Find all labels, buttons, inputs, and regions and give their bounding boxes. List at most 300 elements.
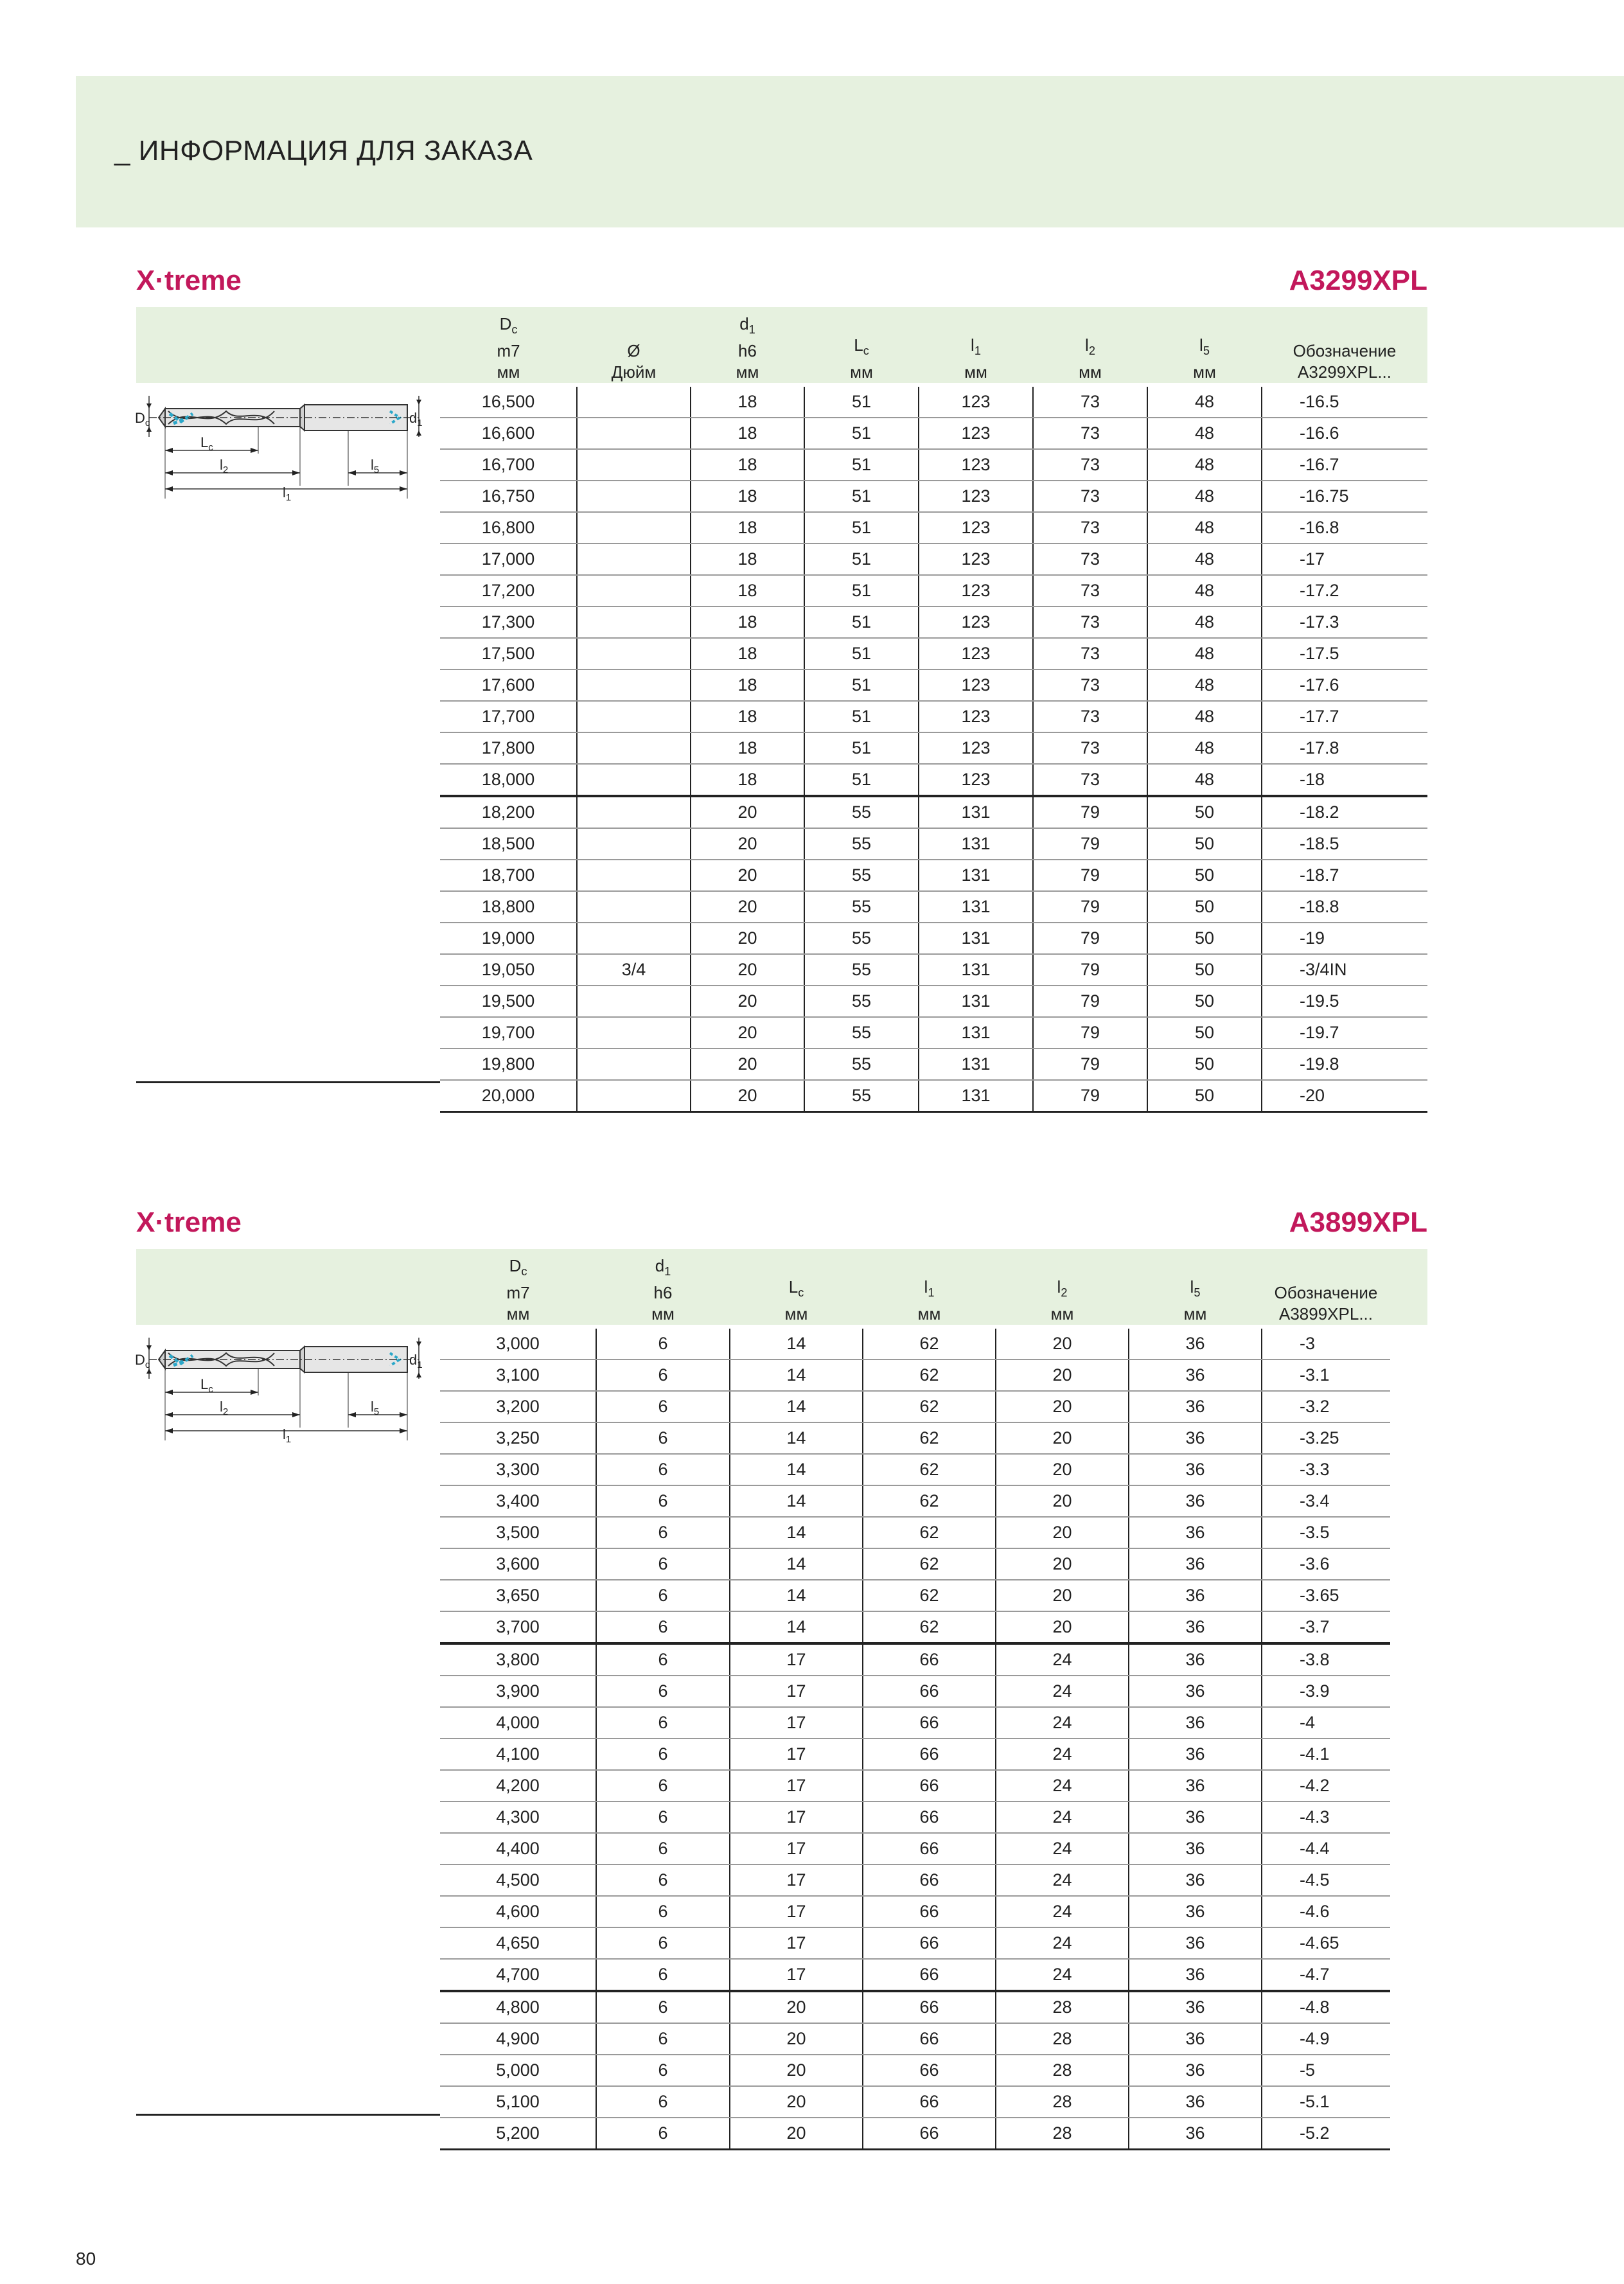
table-cell: 19,800 bbox=[440, 1049, 577, 1080]
column-header: Ø Дюйм bbox=[611, 341, 657, 382]
brand-title: X·treme bbox=[136, 1207, 242, 1238]
table-cell: 6 bbox=[596, 1611, 730, 1643]
table-cell: 48 bbox=[1147, 512, 1262, 544]
table-cell: 17,200 bbox=[440, 575, 577, 606]
table-cell: 66 bbox=[863, 1739, 996, 1770]
table-row bbox=[440, 986, 1427, 1017]
table-cell: 51 bbox=[804, 387, 919, 418]
column-header: $l_2$ мм bbox=[1079, 335, 1102, 382]
column-header: $L_c$ мм bbox=[850, 335, 873, 382]
table-row bbox=[440, 1707, 1390, 1739]
table-cell: 123 bbox=[919, 512, 1033, 544]
table-cell: 18,000 bbox=[440, 764, 577, 796]
table-cell: 17,800 bbox=[440, 732, 577, 764]
table-cell bbox=[577, 764, 691, 796]
table-cell: 48 bbox=[1147, 638, 1262, 669]
table-cell: 66 bbox=[863, 2023, 996, 2055]
table-cell: 28 bbox=[996, 2023, 1129, 2055]
table-cell: -18.5 bbox=[1262, 828, 1427, 860]
table-cell: -18.2 bbox=[1262, 796, 1427, 828]
table-row bbox=[440, 1580, 1390, 1611]
table-cell: 36 bbox=[1129, 1548, 1262, 1580]
table-cell: 36 bbox=[1129, 1359, 1262, 1391]
table-cell: 20 bbox=[691, 828, 804, 860]
table-cell: 24 bbox=[996, 1770, 1129, 1802]
table-row bbox=[440, 669, 1427, 701]
table-cell: 17,600 bbox=[440, 669, 577, 701]
table-cell: 50 bbox=[1147, 923, 1262, 954]
product-section-a3899xpl bbox=[135, 1207, 1427, 2143]
table-cell: 16,800 bbox=[440, 512, 577, 544]
table-cell: 3,800 bbox=[440, 1643, 596, 1676]
table-cell: 62 bbox=[863, 1329, 996, 1359]
table-cell: 48 bbox=[1147, 544, 1262, 575]
table-cell: 73 bbox=[1033, 638, 1147, 669]
table-cell: 18 bbox=[691, 512, 804, 544]
table-row bbox=[440, 638, 1427, 669]
table-cell: 66 bbox=[863, 1991, 996, 2023]
table-row bbox=[440, 481, 1427, 512]
table-cell: 17 bbox=[730, 1927, 863, 1959]
table-row bbox=[440, 923, 1427, 954]
table-cell: 51 bbox=[804, 669, 919, 701]
table-cell: 131 bbox=[919, 860, 1033, 891]
product-section-a3299xpl bbox=[135, 265, 1427, 1105]
table-cell: -5 bbox=[1262, 2055, 1390, 2086]
table-cell: -20 bbox=[1262, 1080, 1427, 1112]
table-cell bbox=[577, 860, 691, 891]
table-cell bbox=[577, 512, 691, 544]
table-cell: 73 bbox=[1033, 449, 1147, 481]
table-cell: -17.7 bbox=[1262, 701, 1427, 732]
table-cell: 55 bbox=[804, 986, 919, 1017]
table-cell: 24 bbox=[996, 1864, 1129, 1896]
table-cell: 16,600 bbox=[440, 418, 577, 449]
order-table bbox=[440, 307, 1427, 1113]
table-row bbox=[440, 1517, 1390, 1548]
table-cell: 131 bbox=[919, 891, 1033, 923]
table-cell: 14 bbox=[730, 1422, 863, 1454]
table-cell: 4,500 bbox=[440, 1864, 596, 1896]
table-cell: 20 bbox=[996, 1422, 1129, 1454]
table-row bbox=[440, 764, 1427, 796]
table-row bbox=[440, 1611, 1390, 1643]
column-header: $D_c$ m7 мм bbox=[506, 1255, 530, 1323]
table-cell: 51 bbox=[804, 638, 919, 669]
page-title: _ ИНФОРМАЦИЯ ДЛЯ ЗАКАЗА bbox=[114, 135, 533, 166]
table-cell: 50 bbox=[1147, 954, 1262, 986]
table-cell: -18.7 bbox=[1262, 860, 1427, 891]
table-cell: 36 bbox=[1129, 1802, 1262, 1833]
table-cell: 3,100 bbox=[440, 1359, 596, 1391]
table-cell: 36 bbox=[1129, 1927, 1262, 1959]
table-cell: -3.4 bbox=[1262, 1485, 1390, 1517]
table-cell: 73 bbox=[1033, 606, 1147, 638]
table-cell: 79 bbox=[1033, 1017, 1147, 1049]
table-cell: 36 bbox=[1129, 1422, 1262, 1454]
table-row bbox=[440, 891, 1427, 923]
table-cell: 51 bbox=[804, 764, 919, 796]
table-cell: 73 bbox=[1033, 387, 1147, 418]
table-cell: 24 bbox=[996, 1959, 1129, 1991]
table-row bbox=[440, 1927, 1390, 1959]
table-cell: 24 bbox=[996, 1833, 1129, 1864]
table-cell: -3/4IN bbox=[1262, 954, 1427, 986]
table-cell: 6 bbox=[596, 2023, 730, 2055]
table-cell: 62 bbox=[863, 1580, 996, 1611]
table-cell: 79 bbox=[1033, 954, 1147, 986]
table-cell: 20 bbox=[996, 1391, 1129, 1422]
table-cell: 20 bbox=[996, 1359, 1129, 1391]
table-row bbox=[440, 1485, 1390, 1517]
table-cell: 3/4 bbox=[577, 954, 691, 986]
table-cell: 6 bbox=[596, 1927, 730, 1959]
table-cell: 50 bbox=[1147, 828, 1262, 860]
table-cell: 17 bbox=[730, 1739, 863, 1770]
table-cell: 18,700 bbox=[440, 860, 577, 891]
table-cell: 28 bbox=[996, 2086, 1129, 2118]
table-cell: 50 bbox=[1147, 1049, 1262, 1080]
table-cell: 6 bbox=[596, 1422, 730, 1454]
table-row bbox=[440, 1548, 1390, 1580]
table-cell: -3.6 bbox=[1262, 1548, 1390, 1580]
table-cell: 6 bbox=[596, 1485, 730, 1517]
table-cell: 123 bbox=[919, 387, 1033, 418]
table-cell: 4,100 bbox=[440, 1739, 596, 1770]
table-row bbox=[440, 418, 1427, 449]
table-cell: 19,050 bbox=[440, 954, 577, 986]
table-cell: 55 bbox=[804, 891, 919, 923]
table-cell: -4.4 bbox=[1262, 1833, 1390, 1864]
table-cell: -18.8 bbox=[1262, 891, 1427, 923]
column-header: $l_1$ мм bbox=[917, 1277, 941, 1323]
table-cell: 62 bbox=[863, 1391, 996, 1422]
table-cell: 66 bbox=[863, 1707, 996, 1739]
table-row bbox=[440, 575, 1427, 606]
table-cell: -3.65 bbox=[1262, 1580, 1390, 1611]
table-cell: 36 bbox=[1129, 1643, 1262, 1676]
table-cell: 36 bbox=[1129, 1517, 1262, 1548]
table-cell: 20 bbox=[996, 1548, 1129, 1580]
table-cell: -4 bbox=[1262, 1707, 1390, 1739]
table-cell: 6 bbox=[596, 1739, 730, 1770]
table-cell: 36 bbox=[1129, 1676, 1262, 1707]
table-cell: 62 bbox=[863, 1517, 996, 1548]
table-cell: 131 bbox=[919, 1017, 1033, 1049]
table-cell: 6 bbox=[596, 1833, 730, 1864]
table-cell bbox=[577, 701, 691, 732]
table-cell: 14 bbox=[730, 1485, 863, 1517]
table-row bbox=[440, 1833, 1390, 1864]
table-cell: 18 bbox=[691, 575, 804, 606]
table-cell: 36 bbox=[1129, 1896, 1262, 1927]
table-cell: 36 bbox=[1129, 1959, 1262, 1991]
table-cell: 51 bbox=[804, 732, 919, 764]
table-cell: -19.5 bbox=[1262, 986, 1427, 1017]
table-cell: 3,300 bbox=[440, 1454, 596, 1485]
table-cell: 17 bbox=[730, 1676, 863, 1707]
table-cell: 6 bbox=[596, 1959, 730, 1991]
table-cell: 55 bbox=[804, 828, 919, 860]
table-cell: 123 bbox=[919, 449, 1033, 481]
table-cell: 20 bbox=[730, 2086, 863, 2118]
table-cell bbox=[577, 1017, 691, 1049]
table-cell: 55 bbox=[804, 860, 919, 891]
table-cell: -16.5 bbox=[1262, 387, 1427, 418]
table-cell: 48 bbox=[1147, 669, 1262, 701]
table-cell: -3.2 bbox=[1262, 1391, 1390, 1422]
table-cell: 17,500 bbox=[440, 638, 577, 669]
table-cell: 131 bbox=[919, 1049, 1033, 1080]
table-cell: 16,750 bbox=[440, 481, 577, 512]
table-cell: 36 bbox=[1129, 1454, 1262, 1485]
table-cell: 20 bbox=[691, 860, 804, 891]
table-cell: 6 bbox=[596, 1802, 730, 1833]
table-cell: 48 bbox=[1147, 387, 1262, 418]
table-cell: 55 bbox=[804, 1080, 919, 1112]
table-cell: -16.7 bbox=[1262, 449, 1427, 481]
table-cell: -4.6 bbox=[1262, 1896, 1390, 1927]
table-cell: 36 bbox=[1129, 1329, 1262, 1359]
table-cell: 6 bbox=[596, 1329, 730, 1359]
table-row bbox=[440, 449, 1427, 481]
table-cell: 123 bbox=[919, 481, 1033, 512]
table-cell: 55 bbox=[804, 923, 919, 954]
table-cell: 6 bbox=[596, 1548, 730, 1580]
table-cell: 131 bbox=[919, 954, 1033, 986]
table-cell: 18,800 bbox=[440, 891, 577, 923]
table-cell: 24 bbox=[996, 1896, 1129, 1927]
table-cell: -3.1 bbox=[1262, 1359, 1390, 1391]
svg-text:Dc: $D_c$ bbox=[135, 410, 150, 429]
table-cell: 3,000 bbox=[440, 1329, 596, 1359]
table-row bbox=[440, 1391, 1390, 1422]
table-cell: 36 bbox=[1129, 2118, 1262, 2150]
table-row bbox=[440, 954, 1427, 986]
column-header: $d_1$ h6 мм bbox=[651, 1255, 675, 1323]
table-cell: 36 bbox=[1129, 1707, 1262, 1739]
table-cell: -17 bbox=[1262, 544, 1427, 575]
table-cell: 6 bbox=[596, 1580, 730, 1611]
table-cell: 20 bbox=[691, 1080, 804, 1112]
table-cell bbox=[577, 986, 691, 1017]
table-cell: 18,200 bbox=[440, 796, 577, 828]
table-cell bbox=[577, 669, 691, 701]
table-cell bbox=[577, 387, 691, 418]
svg-text:l5: $l_5$ bbox=[371, 1399, 380, 1417]
table-cell bbox=[577, 418, 691, 449]
table-cell: 20 bbox=[730, 2055, 863, 2086]
table-cell: -4.3 bbox=[1262, 1802, 1390, 1833]
table-cell: 6 bbox=[596, 1517, 730, 1548]
table-cell bbox=[577, 575, 691, 606]
table-cell: -17.2 bbox=[1262, 575, 1427, 606]
table-cell: 3,650 bbox=[440, 1580, 596, 1611]
table-cell: 66 bbox=[863, 1802, 996, 1833]
table-cell: 51 bbox=[804, 575, 919, 606]
table-row bbox=[440, 796, 1427, 828]
table-cell: -3.8 bbox=[1262, 1643, 1390, 1676]
table-cell: 48 bbox=[1147, 732, 1262, 764]
table-cell: 18 bbox=[691, 387, 804, 418]
table-cell: 55 bbox=[804, 1049, 919, 1080]
table-cell: 36 bbox=[1129, 1485, 1262, 1517]
table-cell: 28 bbox=[996, 2118, 1129, 2150]
table-cell: 24 bbox=[996, 1643, 1129, 1676]
table-cell: 20 bbox=[691, 1017, 804, 1049]
table-cell: 20 bbox=[996, 1517, 1129, 1548]
table-cell: 28 bbox=[996, 2055, 1129, 2086]
table-row bbox=[440, 1676, 1390, 1707]
svg-text:l2: $l_2$ bbox=[220, 457, 229, 475]
drill-schematic bbox=[136, 1325, 438, 1453]
table-row bbox=[440, 860, 1427, 891]
table-cell: 14 bbox=[730, 1454, 863, 1485]
table-cell: -4.65 bbox=[1262, 1927, 1390, 1959]
column-header: Обозначение A3299XPL... bbox=[1293, 341, 1397, 382]
table-cell: 24 bbox=[996, 1927, 1129, 1959]
table-cell: 17 bbox=[730, 1959, 863, 1991]
svg-text:l5: $l_5$ bbox=[371, 457, 380, 475]
table-cell: 131 bbox=[919, 986, 1033, 1017]
table-cell: -3.5 bbox=[1262, 1517, 1390, 1548]
table-row bbox=[440, 544, 1427, 575]
drill-diagram bbox=[136, 1325, 438, 1453]
table-row bbox=[440, 1959, 1390, 1991]
table-cell: 36 bbox=[1129, 1739, 1262, 1770]
svg-text:Dc: $D_c$ bbox=[135, 1352, 150, 1370]
table-cell: 20 bbox=[996, 1580, 1129, 1611]
table-cell: 123 bbox=[919, 638, 1033, 669]
table-cell: 48 bbox=[1147, 606, 1262, 638]
table-cell: -4.7 bbox=[1262, 1959, 1390, 1991]
table-cell: 20 bbox=[996, 1611, 1129, 1643]
table-cell: 17 bbox=[730, 1833, 863, 1864]
table-cell: 24 bbox=[996, 1802, 1129, 1833]
table-cell: 123 bbox=[919, 575, 1033, 606]
column-header: $D_c$ m7 мм bbox=[497, 314, 520, 382]
table-cell: 20 bbox=[996, 1329, 1129, 1359]
table-cell bbox=[577, 923, 691, 954]
table-cell: 62 bbox=[863, 1611, 996, 1643]
table-header-row bbox=[440, 1249, 1390, 1329]
table-cell: 131 bbox=[919, 923, 1033, 954]
table-cell: 20 bbox=[691, 891, 804, 923]
table-cell: 20 bbox=[691, 986, 804, 1017]
table-header-row bbox=[440, 307, 1427, 387]
table-cell: 4,300 bbox=[440, 1802, 596, 1833]
table-cell: 73 bbox=[1033, 512, 1147, 544]
table-cell: 6 bbox=[596, 1454, 730, 1485]
table-row bbox=[440, 1454, 1390, 1485]
table-cell: 62 bbox=[863, 1485, 996, 1517]
product-code: A3299XPL bbox=[1289, 265, 1427, 296]
table-row bbox=[440, 1329, 1390, 1359]
table-cell: 66 bbox=[863, 2086, 996, 2118]
table-cell: -4.8 bbox=[1262, 1991, 1390, 2023]
table-cell: 4,400 bbox=[440, 1833, 596, 1864]
table-cell bbox=[577, 891, 691, 923]
table-cell: 79 bbox=[1033, 796, 1147, 828]
table-cell bbox=[577, 544, 691, 575]
table-cell: 24 bbox=[996, 1707, 1129, 1739]
table-row bbox=[440, 1643, 1390, 1676]
table-cell: 73 bbox=[1033, 732, 1147, 764]
table-row bbox=[440, 1359, 1390, 1391]
order-table bbox=[440, 1249, 1390, 2150]
table-cell: 123 bbox=[919, 764, 1033, 796]
table-cell: 20 bbox=[730, 1991, 863, 2023]
table-cell bbox=[577, 638, 691, 669]
column-header: Обозначение A3899XPL... bbox=[1274, 1283, 1378, 1323]
table-cell: 20 bbox=[691, 1049, 804, 1080]
table-cell: 16,700 bbox=[440, 449, 577, 481]
table-cell: 17,000 bbox=[440, 544, 577, 575]
table-cell: 20 bbox=[730, 2118, 863, 2150]
table-cell: 48 bbox=[1147, 575, 1262, 606]
table-cell: 36 bbox=[1129, 1580, 1262, 1611]
table-cell: 50 bbox=[1147, 860, 1262, 891]
table-cell: 20 bbox=[996, 1485, 1129, 1517]
table-cell bbox=[577, 606, 691, 638]
table-cell: 18,500 bbox=[440, 828, 577, 860]
table-cell: -19.7 bbox=[1262, 1017, 1427, 1049]
brand-title: X·treme bbox=[136, 265, 242, 296]
table-cell: 79 bbox=[1033, 828, 1147, 860]
table-row bbox=[440, 701, 1427, 732]
table-cell: -17.5 bbox=[1262, 638, 1427, 669]
table-cell: 62 bbox=[863, 1548, 996, 1580]
svg-text:d1: $d_1$ bbox=[409, 410, 423, 429]
table-cell: 14 bbox=[730, 1548, 863, 1580]
table-cell: 51 bbox=[804, 606, 919, 638]
table-cell: 20 bbox=[691, 796, 804, 828]
table-cell: 18 bbox=[691, 669, 804, 701]
page-number: 80 bbox=[76, 2249, 96, 2269]
table-cell: 4,800 bbox=[440, 1991, 596, 2023]
table-cell bbox=[577, 828, 691, 860]
table-cell: 6 bbox=[596, 1391, 730, 1422]
table-cell: 18 bbox=[691, 638, 804, 669]
table-cell: 18 bbox=[691, 544, 804, 575]
table-cell: 66 bbox=[863, 1927, 996, 1959]
table-cell: -19.8 bbox=[1262, 1049, 1427, 1080]
table-row bbox=[440, 1049, 1427, 1080]
table-cell: 79 bbox=[1033, 860, 1147, 891]
table-cell: 18 bbox=[691, 481, 804, 512]
table-cell: 5,200 bbox=[440, 2118, 596, 2150]
table-row bbox=[440, 1080, 1427, 1112]
table-cell: 36 bbox=[1129, 1991, 1262, 2023]
table-cell: 3,700 bbox=[440, 1611, 596, 1643]
table-cell: 20 bbox=[730, 2023, 863, 2055]
table-cell: 73 bbox=[1033, 418, 1147, 449]
table-row bbox=[440, 1896, 1390, 1927]
table-row bbox=[440, 2023, 1390, 2055]
table-cell: -17.3 bbox=[1262, 606, 1427, 638]
table-cell: 48 bbox=[1147, 701, 1262, 732]
table-row bbox=[440, 732, 1427, 764]
table-cell: 48 bbox=[1147, 481, 1262, 512]
table-cell: 20 bbox=[691, 954, 804, 986]
table-cell: 14 bbox=[730, 1611, 863, 1643]
table-cell: 4,000 bbox=[440, 1707, 596, 1739]
table-cell bbox=[577, 481, 691, 512]
table-cell: 17 bbox=[730, 1802, 863, 1833]
table-cell: 3,400 bbox=[440, 1485, 596, 1517]
table-row bbox=[440, 1422, 1390, 1454]
table-cell: 51 bbox=[804, 512, 919, 544]
